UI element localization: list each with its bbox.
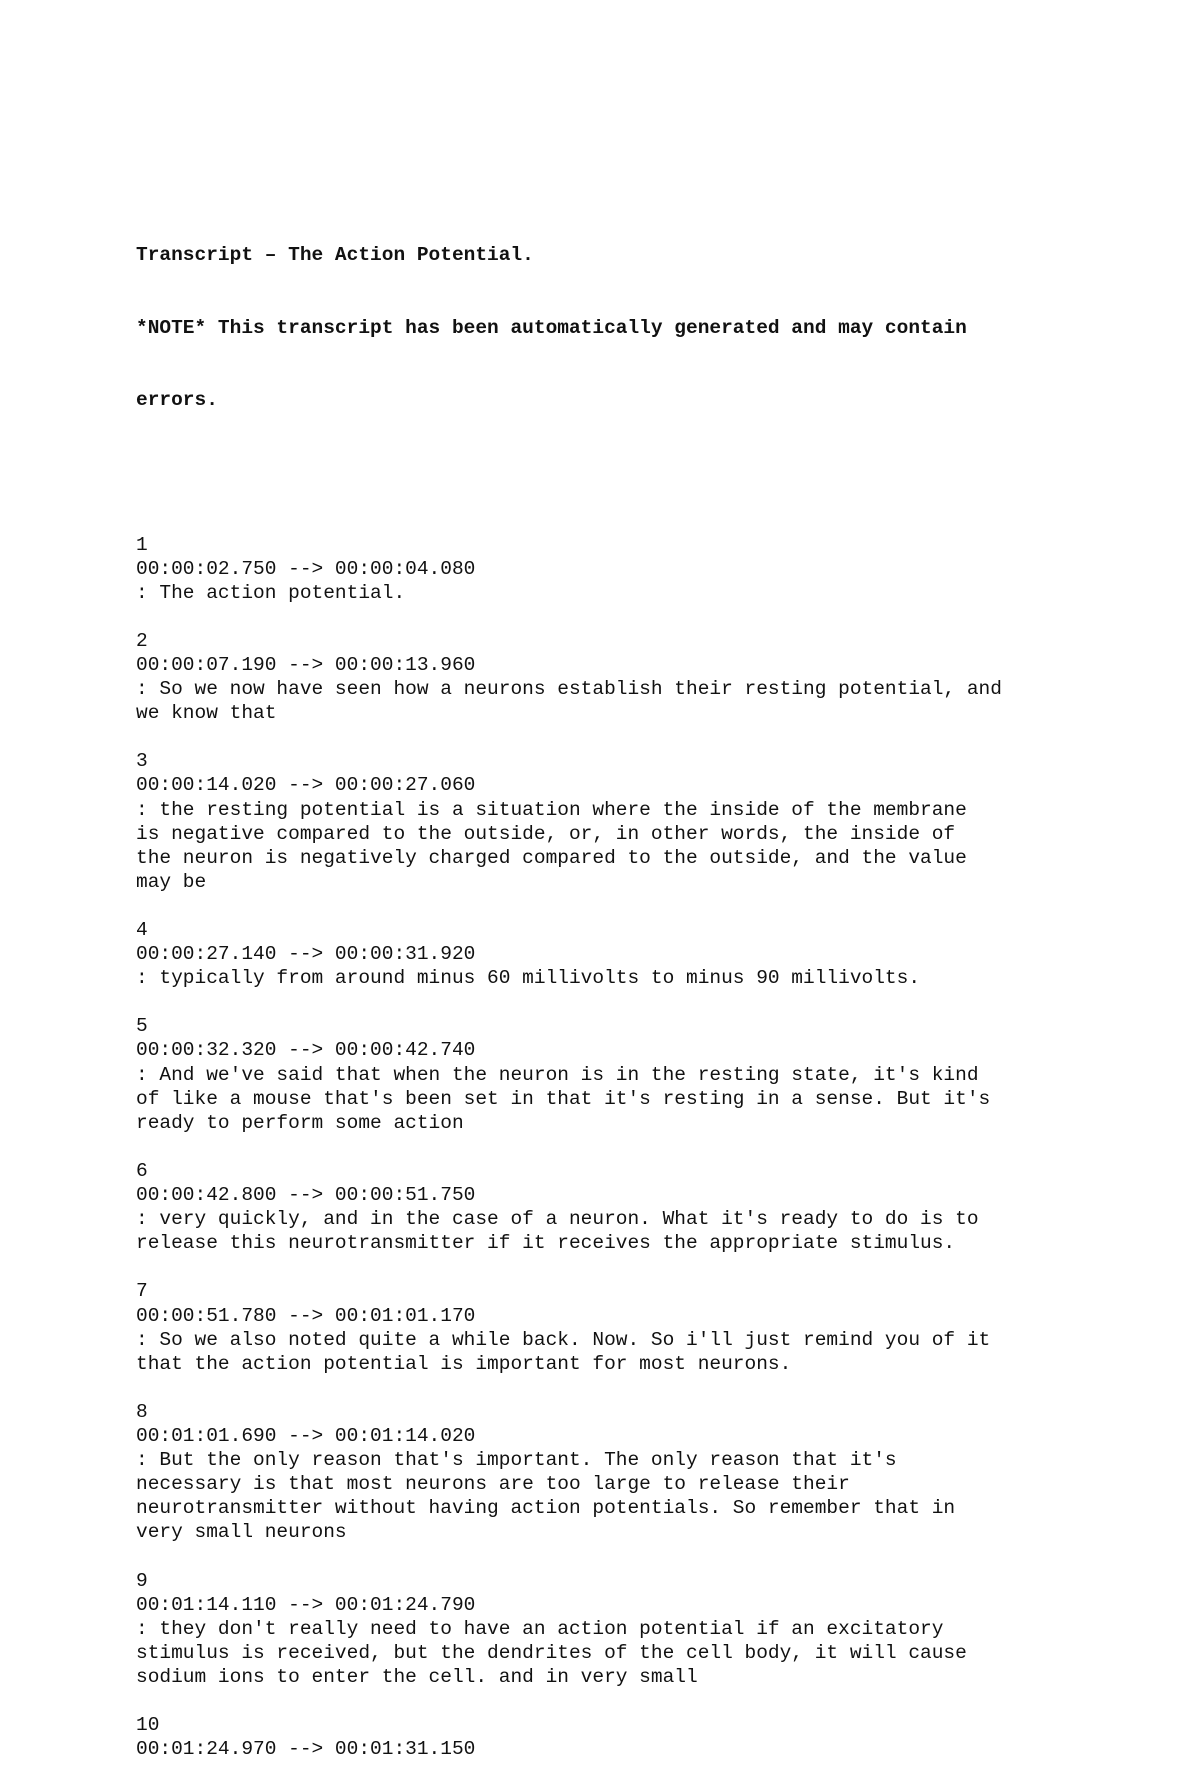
cue-timestamp: 00:00:42.800 --> 00:00:51.750 <box>136 1184 476 1207</box>
cue-index: 4 <box>136 919 148 941</box>
cue-block <box>136 629 1096 725</box>
cue-text-line: may be <box>136 870 207 893</box>
cue-text-line: : typically from around minus 60 millivolts to minus 90 millivolts. <box>136 967 921 990</box>
cue-text-line: the neuron is negatively charged compared to the outside, and the value <box>136 846 967 869</box>
cue-text-line: : So we also noted quite a while back. Now. So i'll just remind you of it <box>136 1328 991 1351</box>
cue-timestamp: 00:00:27.140 --> 00:00:31.920 <box>136 943 476 966</box>
cue-text-line: : So we now have seen how a neurons establish their resting potential, and <box>136 678 1002 701</box>
cue-block <box>136 749 1096 894</box>
cue-block <box>136 1159 1096 1255</box>
cue-timestamp: 00:01:14.110 --> 00:01:24.790 <box>136 1593 476 1616</box>
cue-text-line: sodium ions to enter the cell. and in very small <box>136 1665 698 1688</box>
cue-block <box>136 1279 1096 1375</box>
cue-text-line: we know that <box>136 702 277 725</box>
cue-text-line: neurotransmitter without having action potentials. So remember that in <box>136 1497 956 1520</box>
cue-block <box>136 1569 1096 1689</box>
cue-timestamp: 00:00:02.750 --> 00:00:04.080 <box>136 557 476 580</box>
cue-index: 2 <box>136 629 148 652</box>
cue-index: 1 <box>136 533 148 556</box>
cue-timestamp: 00:00:07.190 --> 00:00:13.960 <box>136 653 476 676</box>
cue-text-line: necessary is that most neurons are too large to release their <box>136 1473 850 1496</box>
transcript-page <box>136 147 1096 1785</box>
cue-index: 6 <box>136 1159 148 1182</box>
cue-index: 10 <box>136 1714 160 1737</box>
transcript-header <box>136 195 1096 460</box>
auto-generated-note: *NOTE* This transcript has been automatically generated and may contain <box>136 316 967 339</box>
cue-index: 5 <box>136 1015 148 1038</box>
cue-text-line: release this neurotransmitter if it receives the appropriate stimulus. <box>136 1232 956 1255</box>
document-title: Transcript – The Action Potential. <box>136 244 534 267</box>
cue-block <box>136 1400 1096 1545</box>
cue-block <box>136 1713 1096 1761</box>
cue-text-line: : The action potential. <box>136 581 406 604</box>
cue-timestamp: 00:01:24.970 --> 00:01:31.150 <box>136 1738 476 1761</box>
cue-index: 3 <box>136 750 148 773</box>
cue-block <box>136 1014 1096 1134</box>
cue-index: 7 <box>136 1280 148 1303</box>
cue-text-line: : they don't really need to have an action potential if an excitatory <box>136 1617 944 1640</box>
cue-block <box>136 918 1096 990</box>
auto-generated-note-continued: errors. <box>136 388 218 411</box>
cue-timestamp: 00:00:32.320 --> 00:00:42.740 <box>136 1039 476 1062</box>
cue-text-line: very small neurons <box>136 1521 347 1544</box>
cue-text-line: : But the only reason that's important. The only reason that it's <box>136 1449 897 1472</box>
cue-text-line: ready to perform some action <box>136 1111 464 1134</box>
cue-text-line: stimulus is received, but the dendrites of the cell body, it will cause <box>136 1641 967 1664</box>
cue-index: 9 <box>136 1569 148 1592</box>
cue-timestamp: 00:00:51.780 --> 00:01:01.170 <box>136 1304 476 1327</box>
cue-text-line: that the action potential is important for most neurons. <box>136 1352 792 1375</box>
cue-text-line: : the resting potential is a situation where the inside of the membrane <box>136 798 967 821</box>
cue-timestamp: 00:01:01.690 --> 00:01:14.020 <box>136 1424 476 1447</box>
cue-text-line: of like a mouse that's been set in that it's resting in a sense. But it's <box>136 1087 991 1110</box>
cue-text-line: : And we've said that when the neuron is in the resting state, it's kind <box>136 1063 979 1086</box>
cue-block <box>136 533 1096 605</box>
cue-timestamp: 00:00:14.020 --> 00:00:27.060 <box>136 774 476 797</box>
cue-text-line: : very quickly, and in the case of a neuron. What it's ready to do is to <box>136 1208 979 1231</box>
cue-index: 8 <box>136 1400 148 1423</box>
cue-list <box>136 533 1096 1762</box>
cue-text-line: is negative compared to the outside, or, in other words, the inside of <box>136 822 956 845</box>
